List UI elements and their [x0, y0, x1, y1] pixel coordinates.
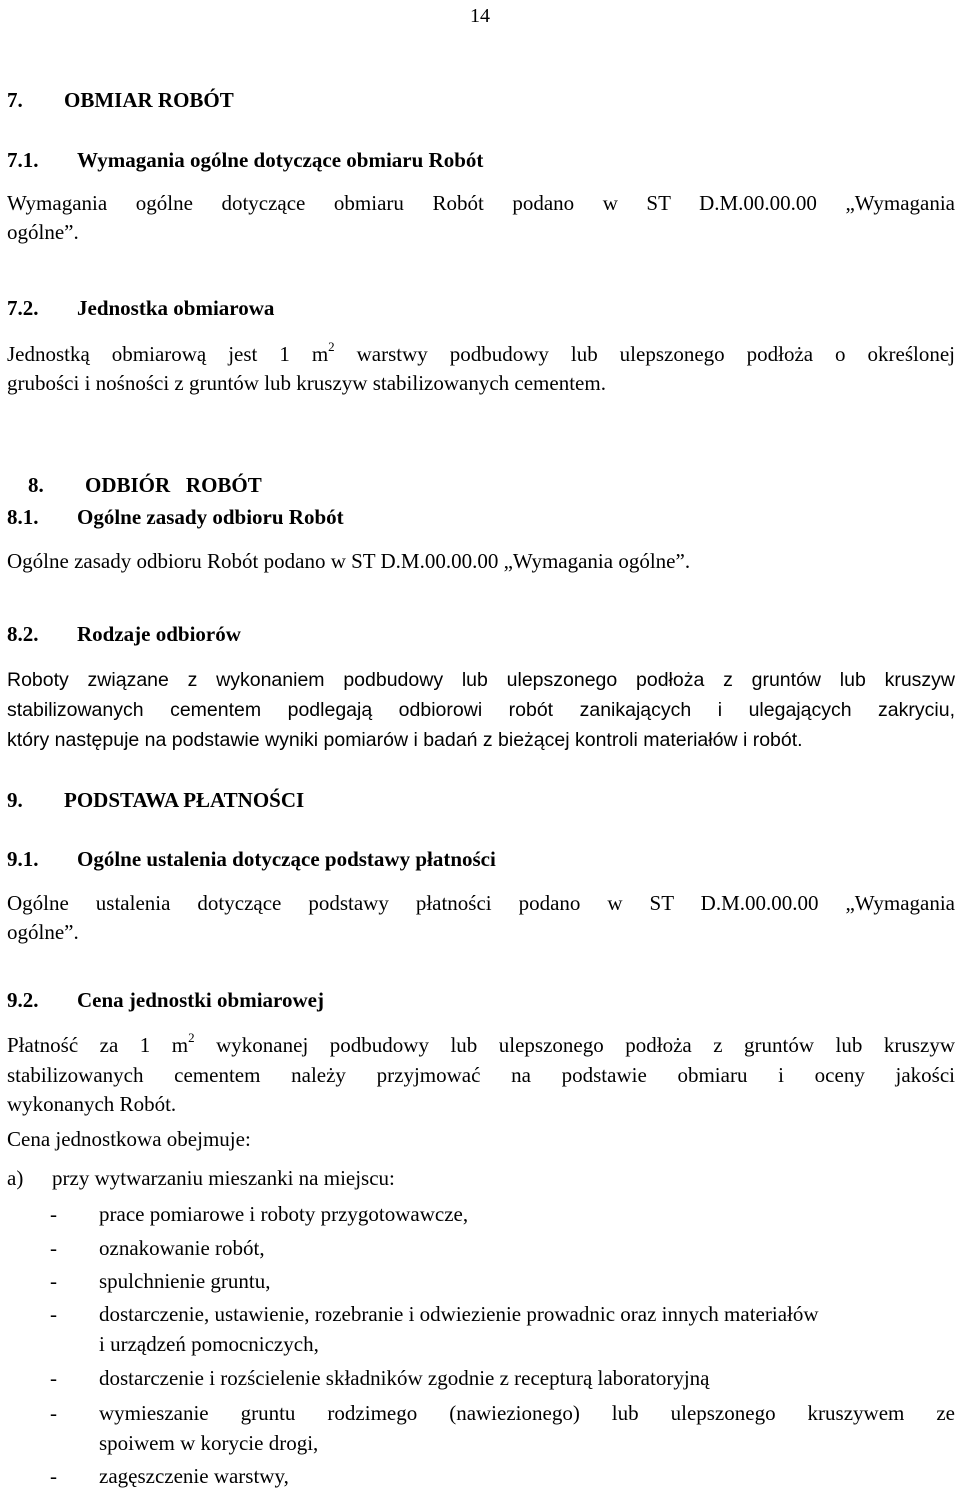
paragraph-9-1-line2: ogólne”. — [7, 920, 79, 944]
heading-9-1 — [7, 845, 955, 874]
paragraph-8-2-line2: stabilizowanych cementem podlegają odbiorowi robót zanikających i ulegających zakryciu, — [7, 699, 955, 721]
heading-8-2-title: Rodzaje odbiorów — [77, 622, 241, 646]
paragraph-8-1: Ogólne zasady odbioru Robót podano w ST D.M.00.00.00 „Wymagania ogólne”. — [7, 549, 691, 573]
paragraph-9-1-line1: Ogólne ustalenia dotyczące podstawy płatności podano w ST D.M.00.00.00 „Wymagania — [7, 891, 955, 915]
heading-9-1-title: Ogólne ustalenia dotyczące podstawy płatności — [77, 847, 496, 871]
paragraph-7-1-line1: Wymagania ogólne dotyczące obmiaru Robót podano w ST D.M.00.00.00 „Wymagania — [7, 191, 955, 215]
heading-9-2-title: Cena jednostki obmiarowej — [77, 988, 324, 1012]
superscript-2: 2 — [188, 1030, 195, 1045]
heading-7-2 — [7, 294, 955, 323]
heading-7-title: OBMIAR ROBÓT — [64, 88, 234, 112]
heading-7-2-title: Jednostka obmiarowa — [77, 296, 275, 320]
paragraph-7-1-line2: ogólne”. — [7, 220, 79, 244]
list-item-text: oznakowanie robót, — [99, 1236, 265, 1260]
heading-9-2 — [7, 986, 955, 1015]
heading-8-1 — [7, 503, 955, 532]
paragraph-9-2-line3: wykonanych Robót. — [7, 1092, 177, 1116]
page-number: 14 — [470, 5, 490, 27]
list-item-text: spulchnienie gruntu, — [99, 1269, 271, 1293]
paragraph-9-2-line2: stabilizowanych cementem należy przyjmować na podstawie obmiaru i oceny jakości — [7, 1063, 955, 1087]
list-item-text: dostarczenie i rozścielenie składników zgodnie z recepturą laboratoryjną — [99, 1366, 710, 1390]
heading-7-1-number: 7.1. — [7, 148, 39, 172]
list-item-text: wymieszanie gruntu rodzimego (nawiezionego) lub ulepszonego kruszywem ze — [99, 1401, 955, 1425]
paragraph-9-2-line1-b: wykonanej podbudowy lub ulepszonego podłoża z gruntów lub kruszyw — [194, 1033, 956, 1057]
heading-9 — [7, 786, 955, 815]
heading-9-1-number: 9.1. — [7, 847, 39, 871]
heading-8-title: ODBIÓR ROBÓT — [85, 473, 262, 497]
list-dash: - — [50, 1302, 57, 1326]
list-dash: - — [50, 1236, 57, 1260]
heading-8-1-number: 8.1. — [7, 505, 39, 529]
heading-7-2-number: 7.2. — [7, 296, 39, 320]
list-dash: - — [50, 1401, 57, 1425]
heading-7 — [7, 86, 955, 115]
paragraph-9-2-line1-a: Płatność za 1 m — [7, 1033, 189, 1057]
paragraph-7-2-line1 — [7, 340, 955, 369]
heading-8-2 — [7, 620, 955, 649]
heading-8-2-number: 8.2. — [7, 622, 39, 646]
paragraph-7-2-line1-b: warstwy podbudowy lub ulepszonego podłoża o określonej — [334, 342, 955, 366]
superscript-2: 2 — [328, 339, 335, 354]
heading-7-1-title: Wymagania ogólne dotyczące obmiaru Robót — [77, 148, 484, 172]
list-item-text: spoiwem w korycie drogi, — [99, 1431, 319, 1455]
cena-intro: Cena jednostkowa obejmuje: — [7, 1127, 251, 1151]
heading-8-number: 8. — [28, 473, 44, 497]
paragraph-7-2-line1-a: Jednostką obmiarową jest 1 m — [7, 342, 329, 366]
list-label-a: a) — [7, 1166, 24, 1190]
paragraph-7-2-line2: grubości i nośności z gruntów lub kruszyw stabilizowanych cementem. — [7, 371, 606, 395]
paragraph-8-2-line3: który następuje na podstawie wyniki pomiarów i badań z bieżącej kontroli materiałów i robót. — [7, 729, 803, 751]
list-dash: - — [50, 1464, 57, 1488]
heading-9-2-number: 9.2. — [7, 988, 39, 1012]
heading-7-1 — [7, 146, 955, 175]
list-item-text: dostarczenie, ustawienie, rozebranie i odwiezienie prowadnic oraz innych materiałów — [99, 1302, 819, 1326]
list-item-a — [7, 1164, 955, 1193]
paragraph-9-2-line1 — [7, 1031, 955, 1060]
list-item-text: zagęszczenie warstwy, — [99, 1464, 289, 1488]
list-item-text: prace pomiarowe i roboty przygotowawcze, — [99, 1202, 469, 1226]
heading-8-1-title: Ogólne zasady odbioru Robót — [77, 505, 344, 529]
paragraph-8-2-line1: Roboty związane z wykonaniem podbudowy lub ulepszonego podłoża z gruntów lub kruszyw — [7, 669, 955, 691]
list-dash: - — [50, 1269, 57, 1293]
list-title-a: przy wytwarzaniu mieszanki na miejscu: — [52, 1166, 395, 1190]
list-dash: - — [50, 1202, 57, 1226]
heading-9-number: 9. — [7, 788, 23, 812]
list-dash: - — [50, 1366, 57, 1390]
list-item-text: i urządzeń pomocniczych, — [99, 1332, 319, 1356]
heading-7-number: 7. — [7, 88, 23, 112]
heading-9-title: PODSTAWA PŁATNOŚCI — [64, 788, 305, 812]
